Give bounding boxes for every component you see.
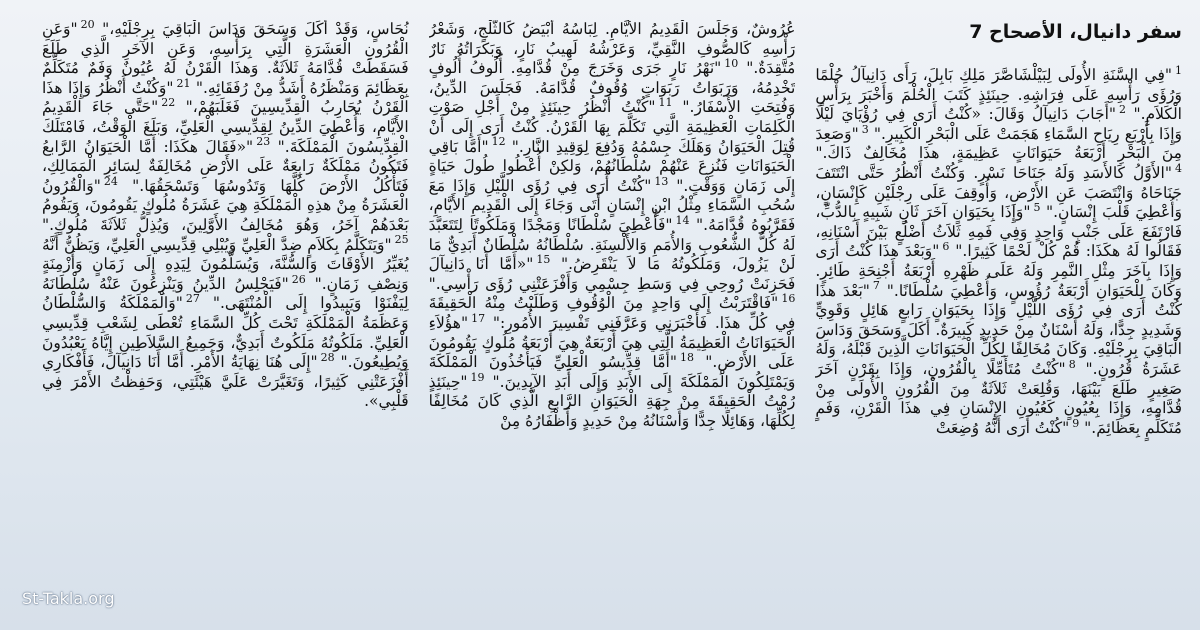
verse-number: 4 bbox=[1175, 161, 1182, 175]
verse-text: "وَيَتَكَلَّمُ بِكَلاَمٍ ضِدَّ الْعَلِيِّ وَيُبْلِي قِدِّيسِي الْعَلِيِّ، وَيَظُنُّ أَنَّهُ يُغَيِّرُ الأَوْقَاتَ وَالسُّنَّةَ، وَيُسَلَّمُونَ لِيَدِهِ إِلَى زَمَانٍ وَأَزْمِنَةٍ وَنِصْفِ زَمَانٍ." bbox=[41, 235, 409, 293]
verse-number: 19 bbox=[470, 370, 485, 384]
column-text bbox=[42, 20, 409, 412]
verse-number: 6 bbox=[942, 240, 950, 254]
verse-text: "كُنْتُ أَرَى فِي رُؤَى اللَّيْلِ وَإِذَا مَعَ سُحُبِ السَّمَاءِ مِثْلُ ابْنِ إِنْسَانٍ أَتَى وَجَاءَ إِلَى الْقَدِيمِ الأَيَّامِ، فَقَرَّبُوهُ قُدَّامَهُ." bbox=[428, 176, 796, 234]
verse-text: "كُنْتُ مُتَأَمِّلًا بِالْقُرُونِ، وَإِذَا بِقَرْنٍ آخَرَ صَغِيرٍ طَلَعَ بَيْنَهَا، وَقُلِعَتْ ثَلاَثَةٌ مِنَ الْقُرُونِ الأُولَى مِنْ قُدَّامِهِ، وَإِذَا بِعُيُونٍ كَعُيُونِ الإِنْسَانِ فِي هذَا الْقَرْنِ، وَفَمٍ مُتَكَلِّمٍ بِعَظَائِمَ." bbox=[815, 359, 1182, 437]
verse-number: 11 bbox=[658, 96, 673, 110]
verse-text: "وَإِذَا بِحَيَوَانٍ آخَرَ ثَانٍ شَبِيهٍ بِالدُّبِّ، فَارْتَفَعَ عَلَى جَنْبٍ وَاحِدٍ وَفِي فَمِهِ ثَلاَثُ أَضْلُعٍ بَيْنَ أَسْنَانِهِ، فَقَالُوا لَهُ هكَذَا: قُمْ كُلْ لَحْمًا كَثِيرًا." bbox=[815, 203, 1182, 261]
verse-text: "بَعْدَ هذَا كُنْتُ أَرَى فِي رُؤَى اللَّيْلِ وَإِذَا بِحَيَوَانٍ رَابعٍ هَائِلٍ وَقَوِيٍّ وَشَدِيدٍ جِدًّا، وَلَهُ أَسْنَانٌ مِنْ حَدِيدٍ كَبِيرَةٌ. أَكَلَ وَسَحَقَ وَدَاسَ الْبَاقِيَ بِرِجْلَيْهِ. وَكَانَ مُخَالِفًا لِكُلِّ الْحَيَوَانَاتِ الَّذِينَ قَبْلَهُ، وَلَهُ عَشَرَةُ قُرُونٍ." bbox=[815, 281, 1182, 378]
verse-text: "أَمَّا قِدِّيسُو الْعَلِيِّ فَيَأْخُذُونَ الْمَمْلَكَةَ وَيَمْتَلِكُونَ الْمَمْلَكَةَ إِلَى الأَبَدِ وَإِلَى أَبَدِ الآبِدِينَ." bbox=[428, 353, 796, 391]
verse-text: "الأَوَّلُ كَالأَسَدِ وَلَهُ جَنَاحَا نَسْرٍ. وَكُنْتُ أَنْظُرُ حَتَّى انْتَتَفَ جَنَاحَاهُ وَانْتَصَبَ عَنِ الأَرْضِ، وَأُوقِفَ عَلَى رِجْلَيْنِ كَإِنْسَانٍ، وَأُعْطِيَ قَلْبَ إِنْسَانٍ." bbox=[815, 163, 1182, 222]
verse-text: "نَهْرُ نَارٍ جَرَى وَخَرَجَ مِنْ قُدَّامِهِ. أُلُوفُ أُلُوفٍ تَخْدِمُهُ، وَرَبَوَاتُ رَبَوَاتٍ وُقُوفٌ قُدَّامَهُ. فَجَلَسَ الدِّينُ، وَفُتِحَتِ الأَسْفَارُ." bbox=[428, 59, 796, 117]
verse-number: 5 bbox=[1033, 201, 1041, 214]
verse-number: 1 bbox=[1175, 63, 1182, 77]
verse-number: 27 bbox=[185, 292, 200, 306]
verse-number: 16 bbox=[781, 292, 796, 306]
verse-number: 17 bbox=[471, 311, 486, 325]
column-2 bbox=[429, 20, 796, 620]
verse-number: 26 bbox=[291, 272, 306, 286]
verse-text: "كُنْتُ أَرَى أَنَّهُ وُضِعَتْ bbox=[935, 418, 1070, 437]
verse-number: 25 bbox=[394, 233, 409, 247]
verse-text: "فَأُعْطِيَ سُلْطَانًا وَمَجْدًا وَمَلَكُوتًا لِتَتَعَبَّدَ لَهُ كُلُّ الشُّعُوبِ وَالأُمَمِ وَالأَلْسِنَةِ. سُلْطَانُهُ سُلْطَانٌ أَبَدِيٌّ مَا لَنْ يَزُولَ، وَمَلَكُوتُهُ مَا لاَ يَنْقَرِضُ." bbox=[428, 215, 796, 274]
verse-number: 18 bbox=[679, 350, 694, 364]
verse-number: 10 bbox=[724, 57, 739, 71]
column-text bbox=[815, 63, 1182, 438]
verse-text: "هؤُلاَءِ الْحَيَوَانَاتُ الْعَظِيمَةُ الَّتِي هِيَ أَرْبَعَةٌ هِيَ أَرْبَعَةُ مُلُوكٍ يَقُومُونَ عَلَى الأَرْضِ." bbox=[428, 313, 796, 372]
verse-number: 2 bbox=[1119, 103, 1127, 117]
column-text bbox=[429, 20, 796, 431]
verse-number: 15 bbox=[536, 252, 551, 266]
verse-number: 21 bbox=[176, 76, 191, 90]
verse-text: "وَبَعْدَ هذَا كُنْتُ أَرَى وَإِذَا بِآخَرَ مِثْلِ النَّمِرِ وَلَهُ عَلَى ظَهْرِهِ أَرْبَعَةُ أَجْنِحَةِ طَائِرٍ. وَكَانَ لِلْحَيَوَانِ أَرْبَعَةُ رُؤُوسٍ، وَأُعْطِيَ سُلْطَانًا." bbox=[815, 242, 1182, 300]
verse-text: نُحَاسٍ، وَقَدْ أَكَلَ وَسَحَقَ وَدَاسَ الْبَاقِيَ بِرِجْلَيْهِ،" bbox=[102, 20, 409, 38]
verse-text: "«فَقَالَ هكَذَا: أَمَّا الْحَيَوَانُ الرَّابعُ فَتَكُونُ مَمْلَكَةٌ رَابِعَةٌ عَلَى الأَرْضِ مُخَالِفَةٌ لِسَائِرِ الْمَمَالِكِ، فَتَأْكُلُ الأَرْضَ كُلَّهَا وَتَدُوسُهَا وَتَسْحَقُهَا." bbox=[41, 137, 409, 195]
verse-number: 20 bbox=[80, 20, 95, 31]
verse-text: "فِي السَّنَةِ الأُولَى لِبَيْلْشَاصَّرَ مَلِكِ بَابِلَ، رَأَى دَانِيآلُ حُلْمًا وَرُؤَى رَأْسِهِ عَلَى فِرَاشِهِ. حِينَئِذٍ كَتَبَ الْحُلْمَ وَأَخْبَرَ بِرَأْسِ الْكَلاَمِ." bbox=[815, 66, 1182, 124]
verse-number: 28 bbox=[320, 350, 335, 364]
verse-text: "وَعَنِ الْقُرُونِ الْعَشَرَةِ الَّتِي بِرَأْسِهِ، وَعَنِ الآخَرِ الَّذِي طَلَعَ فَسَقَطَتْ قُدَّامَهُ ثَلاَثَةٌ. وَهذَا الْقَرْنُ لَهُ عُيُونٌ وَفَمٌ مُتَكَلِّمٌ بِعَظَائِمَ وَمَنْظَرُهُ أَشَدُّ مِنْ رُفَقَائِهِ." bbox=[41, 20, 409, 97]
column-1 bbox=[815, 20, 1182, 620]
verse-number: 9 bbox=[1072, 416, 1080, 430]
verse-text: "فَاقْتَرَبْتُ إِلَى وَاحِدٍ مِنَ الْوُقُوفِ وَطَلَبْتُ مِنْهُ الْحَقِيقَةَ فِي كُلِّ هذَا. فَأَخْبَرَنِي وَعَرَّفَنِي تَفْسِيرَ الأُمُورِ:" bbox=[428, 294, 796, 332]
verse-number: 13 bbox=[654, 174, 669, 188]
verse-text: "«أَمَّا أَنَا دَانِيآلَ فَحَزِنَتْ رُوحِي فِي وَسَطِ جِسْمِي وَأَفْزَعَتْنِي رُؤَى رَأْسِي." bbox=[428, 255, 796, 293]
verse-number: 3 bbox=[861, 122, 869, 136]
verse-text: "فَيَجْلِسُ الدِّينُ وَيَنْزِعُونَ عَنْهُ سُلْطَانَهُ لِيَفْنَوْا وَيَبِيدُوا إِلَى الْمُنْتَهَى." bbox=[41, 274, 409, 313]
verse-text: "حَتَّى جَاءَ الْقَدِيمُ الأَيَّامِ، وَأُعْطِيَ الدِّينُ لِقِدِّيسِي الْعَلِيِّ، وَبَلَغَ الْوَقْتُ، فَامْتَلَكَ الْقِدِّيسُونَ الْمَمْلَكَةَ." bbox=[41, 98, 409, 156]
text-columns bbox=[42, 20, 1182, 620]
verse-number: 22 bbox=[161, 96, 176, 110]
verse-text: "إِلَى هُنَا نِهَايَةُ الأَمْرِ. أَمَّا أَنَا دَانِيآلَ، فَأَفْكَارِي أَفْزَعَتْنِي كَثِيرًا، وَتَغَيَّرَتْ عَلَيَّ هَيْئَتِي، وَحَفِظْتُ الأَمْرَ فِي قَلْبِي». bbox=[41, 353, 409, 411]
verse-number: 23 bbox=[256, 135, 271, 149]
verse-text: "وَالْمَمْلَكَةُ وَالسُّلْطَانُ وَعَظَمَةُ الْمَمْلَكَةِ تَحْتَ كُلِّ السَّمَاءِ تُعْطَى لِشَعْبِ قِدِّيسِي الْعَلِيِّ. مَلَكُوتُهُ مَلَكُوتٌ أَبَدِيٌّ، وَجَمِيعُ السَّلاَطِينِ إِيَّاهُ يَعْبُدُونَ وَيُطِيعُونَ." bbox=[41, 294, 409, 372]
verse-text: عُرُوشٌ، وَجَلَسَ الْقَدِيمُ الأَيَّامِ. لِبَاسُهُ أَبْيَضُ كَالثَّلْجِ، وَشَعْرُ رَأْسِهِ كَالصُّوفِ النَّقِيِّ، وَعَرْشُهُ لَهِيبُ نَارٍ، وَبَكَرَاتُهُ نَارٌ مُتَّقِدَةٌ." bbox=[428, 20, 796, 78]
site-watermark: St-Takla.org bbox=[22, 589, 115, 608]
verse-text: "وَكُنْتُ أَنْظُرُ وَإِذَا هذَا الْقَرْنُ يُحَارِبُ الْقِدِّيسِينَ فَغَلَبَهُمْ،" bbox=[41, 78, 409, 117]
verse-text: "أَجَابَ دَانِيآلُ وَقَالَ: «كُنْتُ أَرَى فِي رُؤْيَايَ لَيْلًا وَإِذَا بِأَرْبَعِ رِيَاحِ السَّمَاءِ هَجَمَتْ عَلَى الْبَحْرِ الْكَبِيرِ." bbox=[815, 105, 1182, 143]
column-3 bbox=[42, 20, 409, 620]
verse-text: "وَصَعِدَ مِنَ الْبَحْرِ أَرْبَعَةُ حَيَوَانَاتٍ عَظِيمَةٍ، هذَا مُخَالِفٌ ذَاكَ." bbox=[815, 124, 1182, 163]
verse-number: 24 bbox=[103, 174, 118, 188]
verse-number: 8 bbox=[1068, 357, 1076, 371]
verse-text: "كُنْتُ أَنْظُرُ حِينَئِذٍ مِنْ أَجْلِ صَوْتِ الْكَلِمَاتِ الْعَظِيمَةِ الَّتِي تَكَلَّمَ بِهَا الْقَرْنُ. كُنْتُ أَرَى إِلَى أَنْ قُتِلَ الْحَيَوَانُ وَهَلَكَ جِسْمُهُ وَدُفِعَ لِوَقِيدِ النَّارِ." bbox=[428, 98, 796, 156]
verse-text: "أَمَّا بَاقِي الْحَيَوَانَاتِ فَنُزِعَ عَنْهُمْ سُلْطَانُهُمْ، وَلكِنْ أُعْطُوا طُولَ حَيَاةٍ إِلَى زَمَانٍ وَوَقْتٍ." bbox=[428, 137, 796, 195]
verse-number: 7 bbox=[872, 279, 880, 293]
verse-text: "وَالْقُرُونُ الْعَشَرَةُ مِنْ هذِهِ الْمَمْلَكَةِ هِيَ عَشَرَةُ مُلُوكٍ يَقُومُونَ، وَيَقُومُ بَعْدَهُمْ آخَرُ، وَهُوَ مُخَالِفُ الأَوَّلِينَ، وَيُذِلُّ ثَلاَثَةَ مُلُوكٍ." bbox=[41, 176, 409, 234]
verse-text: "حِينَئِذٍ رُمْتُ الْحَقِيقَةَ مِنْ جِهَةِ الْحَيَوَانِ الرَّابعِ الَّذِي كَانَ مُخَالِفًا لِكُلِّهَا، وَهَائِلًا جِدًّا وَأَسْنَانُهُ مِنْ حَدِيدٍ وَأَظْفَارُهُ مِنْ bbox=[428, 372, 796, 430]
verse-number: 12 bbox=[491, 135, 506, 149]
verse-number: 14 bbox=[675, 213, 690, 227]
chapter-title: سفر دانيال، الأصحاح 7 bbox=[969, 21, 1182, 43]
